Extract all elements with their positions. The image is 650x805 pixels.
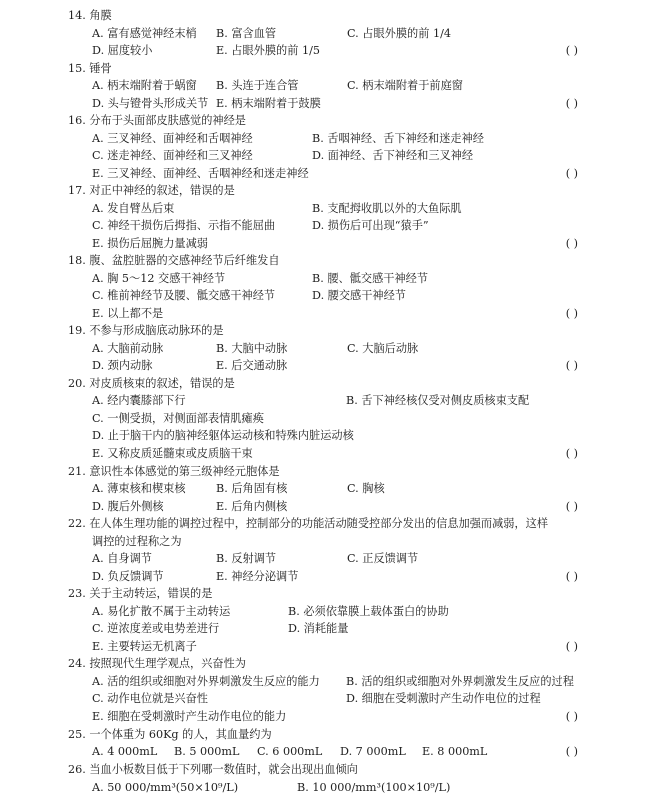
option-a[interactable]: A. 自身调节 <box>92 552 152 565</box>
option-row <box>92 481 612 497</box>
answer-blank[interactable]: ( ) <box>565 97 578 110</box>
option-e[interactable]: E. 神经分泌调节 <box>216 570 299 583</box>
option-row <box>92 218 612 234</box>
option-row <box>92 43 650 59</box>
option-a[interactable]: A. 易化扩散不属于主动转运 <box>92 605 231 618</box>
option-d[interactable]: D. 腹后外侧核 <box>92 500 164 513</box>
option-d[interactable]: D. 屈度较小 <box>92 44 153 57</box>
question-stem: 24. 按照现代生理学观点，兴奋性为 <box>68 657 246 670</box>
answer-blank[interactable]: ( ) <box>565 237 578 250</box>
option-row <box>92 744 650 760</box>
option-a[interactable]: A. 三叉神经、面神经和舌咽神经 <box>92 132 253 145</box>
option-e[interactable]: E. 损伤后屈腕力量减弱 <box>92 237 208 250</box>
option-row <box>92 621 612 637</box>
option-row <box>92 393 612 409</box>
option-row <box>92 639 650 655</box>
option-a[interactable]: A. 经内囊膝部下行 <box>92 394 186 407</box>
option-c[interactable]: C. 占眼外膜的前 1/4 <box>347 27 451 40</box>
option-row <box>92 306 650 322</box>
option-b[interactable]: B. 必须依靠膜上载体蛋白的协助 <box>288 605 449 618</box>
option-d[interactable]: D. 面神经、舌下神经和三叉神经 <box>312 149 474 162</box>
option-row <box>92 604 612 620</box>
option-c[interactable]: C. 大脑后动脉 <box>347 342 419 355</box>
option-e[interactable]: E. 后角内侧核 <box>216 500 288 513</box>
option-row <box>92 709 650 725</box>
option-d[interactable]: D. 7 000mL <box>340 745 406 758</box>
question-stem: 15. 锤骨 <box>68 62 112 75</box>
option-b[interactable]: B. 活的组织或细胞对外界刺激发生反应的过程 <box>346 675 574 688</box>
question-stem: 22. 在人体生理功能的调控过程中，控制部分的功能活动随受控部分发出的信息加强而减弱，这样 <box>68 517 549 530</box>
option-c[interactable]: C. 正反馈调节 <box>347 552 419 565</box>
option-b[interactable]: B. 10 000/mm³(100×10⁹/L) <box>297 781 451 794</box>
option-c[interactable]: C. 椎前神经节及腰、骶交感干神经节 <box>92 289 276 302</box>
option-row <box>92 131 612 147</box>
option-row <box>92 691 632 707</box>
option-c[interactable]: C. 胸核 <box>347 482 385 495</box>
option-d[interactable]: D. 负反馈调节 <box>92 570 164 583</box>
option-b[interactable]: B. 5 000mL <box>174 745 240 758</box>
option-row <box>92 499 650 515</box>
option-a[interactable]: A. 胸 5～12 交感干神经节 <box>92 272 226 285</box>
question-stem: 17. 对正中神经的叙述，错误的是 <box>68 184 235 197</box>
option-a[interactable]: A. 活的组织或细胞对外界刺激发生反应的能力 <box>92 675 320 688</box>
answer-blank[interactable]: ( ) <box>565 500 578 513</box>
option-c[interactable]: C. 逆浓度差或电势差进行 <box>92 622 220 635</box>
option-row <box>92 96 650 112</box>
option-row <box>92 358 650 374</box>
answer-blank[interactable]: ( ) <box>565 307 578 320</box>
option-e[interactable]: E. 占眼外膜的前 1/5 <box>216 44 320 57</box>
question-stem: 21. 意识性本体感觉的第三级神经元胞体是 <box>68 465 280 478</box>
option-b[interactable]: B. 支配拇收肌以外的大鱼际肌 <box>312 202 462 215</box>
question-stem: 20. 对皮质核束的叙述，错误的是 <box>68 377 235 390</box>
option-a[interactable]: A. 大脑前动脉 <box>92 342 164 355</box>
option-row <box>92 551 612 567</box>
option-a[interactable]: A. 富有感觉神经末梢 <box>92 27 197 40</box>
answer-blank[interactable]: ( ) <box>565 447 578 460</box>
option-row <box>92 446 650 462</box>
option-c[interactable]: C. 6 000mL <box>257 745 323 758</box>
option-e[interactable]: E. 主要转运无机离子 <box>92 640 197 653</box>
question-stem: 26. 当血小板数目低于下列哪一数值时，就会出现出血倾向 <box>68 763 358 776</box>
option-c[interactable]: C. 一侧受损，对侧面部表情肌瘫痪 <box>92 412 264 425</box>
option-d[interactable]: D. 损伤后可出现“猿手” <box>312 219 429 232</box>
answer-blank[interactable]: ( ) <box>565 167 578 180</box>
question-stem: 18. 腹、盆腔脏器的交感神经节后纤维发自 <box>68 254 280 267</box>
option-a[interactable]: A. 50 000/mm³(50×10⁹/L) <box>92 781 239 794</box>
option-row <box>92 341 612 357</box>
option-row <box>92 78 612 94</box>
answer-blank[interactable]: ( ) <box>565 640 578 653</box>
option-b[interactable]: B. 后角固有核 <box>216 482 288 495</box>
option-e[interactable]: E. 8 000mL <box>422 745 488 758</box>
question-stem: 19. 不参与形成脑底动脉环的是 <box>68 324 224 337</box>
option-e[interactable]: E. 又称皮质延髓束或皮质脑干束 <box>92 447 253 460</box>
option-e[interactable]: E. 三叉神经、面神经、舌咽神经和迷走神经 <box>92 167 309 180</box>
option-c[interactable]: C. 柄末端附着于前庭窗 <box>347 79 463 92</box>
option-row <box>92 674 632 690</box>
option-b[interactable]: B. 反射调节 <box>216 552 277 565</box>
option-e[interactable]: E. 后交通动脉 <box>216 359 288 372</box>
option-row <box>92 569 650 585</box>
option-b[interactable]: B. 头连于连合管 <box>216 79 299 92</box>
option-d[interactable]: D. 颈内动脉 <box>92 359 153 372</box>
option-d[interactable]: D. 腰交感干神经节 <box>312 289 406 302</box>
option-e[interactable]: E. 柄末端附着于鼓膜 <box>216 97 321 110</box>
option-c[interactable]: C. 神经干损伤后拇指、示指不能屈曲 <box>92 219 276 232</box>
option-d[interactable]: D. 头与镫骨头形成关节 <box>92 97 209 110</box>
option-b[interactable]: B. 舌咽神经、舌下神经和迷走神经 <box>312 132 484 145</box>
answer-blank[interactable]: ( ) <box>565 745 578 758</box>
question-stem-continued: 调控的过程称之为 <box>92 535 182 548</box>
option-row <box>92 148 612 164</box>
option-b[interactable]: B. 大脑中动脉 <box>216 342 288 355</box>
question-stem: 23. 关于主动转运，错误的是 <box>68 587 213 600</box>
option-row <box>92 288 612 304</box>
option-b[interactable]: B. 富含血管 <box>216 27 277 40</box>
option-d[interactable]: D. 细胞在受刺激时产生动作电位的过程 <box>346 692 541 705</box>
option-row <box>92 271 612 287</box>
option-e[interactable]: E. 以上都不是 <box>92 307 164 320</box>
option-b[interactable]: B. 舌下神经核仅受对侧皮质核束支配 <box>346 394 530 407</box>
option-a[interactable]: A. 4 000mL <box>92 745 158 758</box>
option-a[interactable]: A. 柄末端附着于蜗窗 <box>92 79 197 92</box>
answer-blank[interactable]: ( ) <box>565 570 578 583</box>
option-d[interactable]: D. 消耗能量 <box>288 622 349 635</box>
option-e[interactable]: E. 细胞在受刺激时产生动作电位的能力 <box>92 710 287 723</box>
option-a[interactable]: A. 发自臂丛后束 <box>92 202 175 215</box>
option-row <box>92 236 650 252</box>
option-a[interactable]: A. 薄束核和楔束核 <box>92 482 186 495</box>
option-d[interactable]: D. 止于脑干内的脑神经躯体运动核和特殊内脏运动核 <box>92 429 354 442</box>
answer-blank[interactable]: ( ) <box>565 359 578 372</box>
option-c[interactable]: C. 动作电位就是兴奋性 <box>92 692 208 705</box>
question-stem: 14. 角膜 <box>68 9 112 22</box>
question-stem: 25. 一个体重为 60Kg 的人，其血量约为 <box>68 728 272 741</box>
option-row <box>92 26 612 42</box>
option-row <box>92 201 612 217</box>
answer-blank[interactable]: ( ) <box>565 44 578 57</box>
answer-blank[interactable]: ( ) <box>565 710 578 723</box>
option-row <box>92 780 612 796</box>
option-b[interactable]: B. 腰、骶交感干神经节 <box>312 272 429 285</box>
question-stem: 16. 分布于头面部皮肤感觉的神经是 <box>68 114 246 127</box>
option-c[interactable]: C. 迷走神经、面神经和三叉神经 <box>92 149 253 162</box>
option-row <box>92 166 650 182</box>
